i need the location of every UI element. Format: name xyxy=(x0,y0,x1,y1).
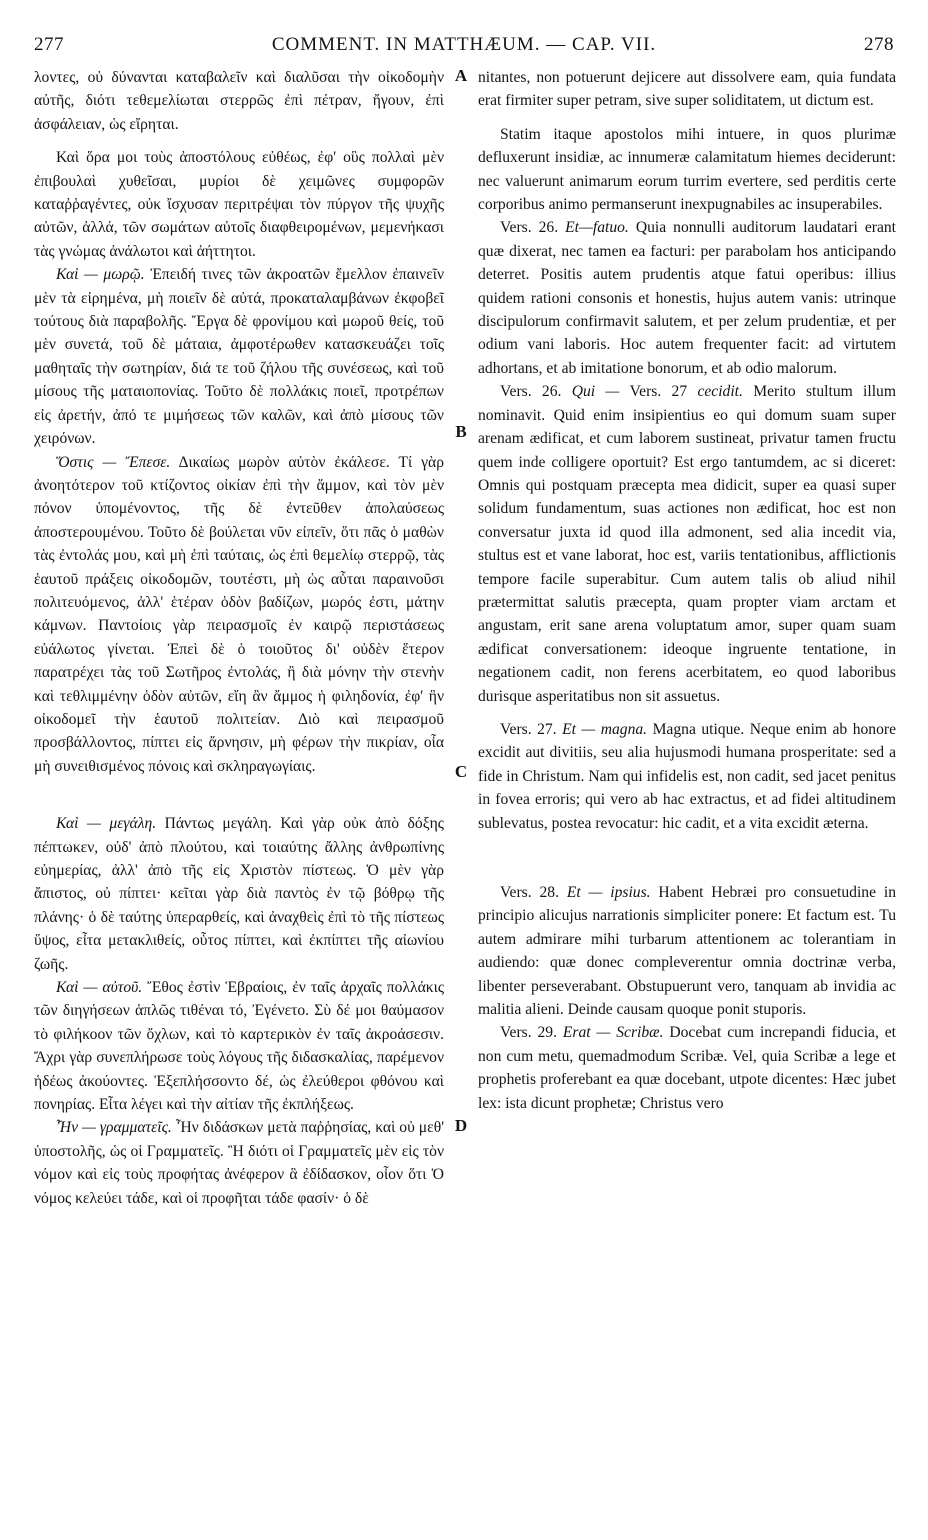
greek-paragraph-4 xyxy=(34,451,444,779)
latin-text-7: Docebat cum increpandi fiducia, et non cum metu, quemadmodum Scribæ. Vel, quia Scribæ a lege et prophetis proferebant ea quæ docebant, utpote dicentes: Hæc jubet lex: ista dicunt prophetæ; Christus vero xyxy=(478,1024,896,1112)
latin-verse-4b: Vers. 27 xyxy=(629,383,698,401)
latin-lemma-6: Et — ipsius. xyxy=(566,884,651,901)
greek-text-3: Ἐπειδή τινες τῶν ἀκροατῶν ἔμελλον ἐπαινεῖν μὲν τὰ εἰρημένα, μὴ ποιεῖν δὲ αὐτά, προκαταλαμβάνων ἐκφοβεῖ τούτους διὰ παραβολῆς. Ἔργα δὲ φρονίμου καὶ μωροῦ θείς, τοῦ μὲν συνετά, τοῦ δὲ μάταια, ἀμφοτέρωθεν κατασκευάζει τοῖς μαθηταῖς τὴν σωτηρίαν, διά τε τοῦ ζήλου τῆς συνέσεως, καὶ τοῦ μίσους τῆς ματαιοπονίας. Τοῦτο δὲ πολλάκις ποιεῖ, προτρέπων εἰς ἀρετήν, ἀπό τε μιμήσεως τῶν καλῶν, καὶ ἀπὸ μίσους τῶν χειρόνων. xyxy=(34,266,444,448)
greek-text-7: Ἦν διδάσκων μετὰ παῤῥησίας, καὶ οὐ μεθ' ὑποστολῆς, ὡς οἱ Γραμματεῖς. Ἢ διότι οἱ Γραμματεῖς μὲν εἰς τὸν νόμον καὶ εἰς τοὺς προφήτας ἀνέφερον ἃ ἐδίδασκον, οἷον ὅτι Ὁ νόμος κελεύει τάδε, καὶ οἱ προφῆται τάδε φασίν· ὁ δὲ xyxy=(34,1119,444,1207)
latin-text-3: Quia nonnulli auditorum laudatari erant quæ dixerat, nec tamen ea facturi: per parabolam hos anticipando deterret. Positis autem prudentis atque fatui operibus: illius quidem rationi consonis et honestis, hujus autem vanis: utrinque discipulorum confirmavit salutem, et per zelum prudentiæ, et per odium vani laboris. Hoc autem frequenter facit: ad virtutem adhortans, et ab imitatione bonorum, et ab odio malorum. xyxy=(478,219,896,377)
greek-lemma-6: Καὶ — αὐτοῦ. xyxy=(56,979,143,997)
latin-text-5: Magna utique. Neque enim ab honore excidit aut divitiis, seu alia hujusmodi humana prosperitate: sed a fide in Christum. Nam qui infidelis est, non cadit, sed jacet penitus in fovea erroris; qui vero ab hac extractus, et ad fidei altitudinem sublevatus, postea revocatur: hic cadit, et a vita excidit æterna. xyxy=(478,720,896,832)
latin-lemma-4b: cecidit. xyxy=(697,383,743,401)
greek-text-6: Ἔθος ἐστὶν Ἑβραίοις, ἐν ταῖς ἀρχαῖς πολλάκις τῶν διηγήσεων ἁπλῶς τιθέναι τό, Ἐγένετο. Σὺ δέ μοι θαύμασον τὸ φιλήκοον τῶν ὄχλων, καὶ τὸ καρτερικὸν ἐν ταῖς ἀκροάσεσιν. Ἄχρι γὰρ συνεπλήρωσε τοὺς λόγους τῆς διδασκαλίας, παρέμενον ἡδέως ἀκούοντες. Ἐξεπλήσσοντο δέ, ὡς ἐλεύθεροι φθόνου καὶ πονηρίας. Εἶτα λέγει καὶ τὴν αἰτίαν τῆς ἐκπλήξεως. xyxy=(34,979,444,1114)
greek-paragraph-2: Καὶ ὅρα μοι τοὺς ἀποστόλους εὐθέως, ἐφ' οὓς πολλαὶ μὲν ἐπιβουλαὶ χυθεῖσαι, μυρίοι δὲ χειμῶνες συμφορῶν καταῤῥαγέντες, οὐκ ἴσχυσαν περιτρέψαι τὸν πύργον τῆς ψυχῆς αὐτῶν, ἀλλά, τῶν σωμάτων αὐτοῖς διαφθειρομένων, μεμενήκασι τὰς γνώμας ἀνάλωτοι καὶ ἀήττητοι. xyxy=(34,149,444,260)
running-header xyxy=(34,34,894,60)
latin-paragraph-1: nitantes, non potuerunt dejicere aut dissolvere eam, quia fundata erat firmiter super petram, sive super soliditatem, ut dictum est. xyxy=(478,69,896,110)
latin-paragraph-5 xyxy=(478,718,896,835)
latin-verse-6: Vers. 28. xyxy=(500,884,567,901)
greek-text-4: Δικαίως μωρὸν αὐτὸν ἐκάλεσε. Τί γὰρ ἀνοητότερον τοῦ κτίζοντος οἰκίαν ἐπὶ τὴν ἄμμον, καὶ τὸν μὲν πόνον ὑπομένοντος, τῆς δὲ ἐντεῦθεν ἀπολαύσεως ἀποστερουμένου. Τοῦτο δὲ βούλεται νῦν εἰπεῖν, ὅτι πᾶς ὁ μαθὼν τὰς ἐντολάς μου, καὶ μὴ ἐπὶ ταύταις, ὡς ἐπὶ θεμελίῳ στερρῷ, τὰς ἑαυτοῦ πράξεις οἰκοδομῶν, τουτέστι, μὴ ὡς αὗται παραινοῦσι πολιτευόμενος, ἀλλ' ἑτέραν ὁδὸν βαδίζων, μωρός ἐστι, μάτην κάμνων. Παντοίοις γὰρ πειρασμοῖς ἐν καιρῷ περιστάσεως εὐάλωτος γίνεται. Ἐπεὶ δὲ ὁ τοιοῦτος δι' οὐδὲν ἕτερον παρατρέχει τὰς τοῦ Σωτῆρος ἐντολάς, ἢ διὰ μόνην τὴν στενὴν καὶ τεθλιμμένην ὁδὸν αὐτῶν, εἴη ἂν ἄμμος ἡ φιληδονία, ἐφ' ἣν οἰκοδομεῖ τὴν ἑαυτοῦ πολιτείαν. Διὸ καὶ πειρασμοῦ προσβάλλοντος, πίπτει εἰς ἄρνησιν, μὴ φέρων τὴν πικρίαν, οἷα μὴ συνειθισμένος πόνοις καὶ σκληραγωγίαις. xyxy=(34,453,444,775)
latin-text-6: Habent Hebræi pro consuetudine in principio alicujus narrationis simpliciter ponere: Et factum est. Tu autem admirare mihi turbarum attentionem ac tolerantiam in audiendo: quæ donec compleverentur omnia doctrinæ verba, libenter perseverabant. Obstupuerunt vero, tanquam ab invidia ac malitia alieni. Deinde causam quoque ponit stuporis. xyxy=(478,884,896,1019)
greek-lemma-5: Καὶ — μεγάλη. xyxy=(56,815,157,833)
margin-letter-d: D xyxy=(454,1116,468,1135)
greek-paragraph-6 xyxy=(34,976,444,1116)
greek-column xyxy=(34,66,444,1526)
latin-verse-4: Vers. 26. xyxy=(500,383,572,401)
running-title: COMMENT. IN MATTHÆUM. — CAP. VII. xyxy=(271,34,657,55)
latin-text-4: Merito stultum illum nominavit. Quid enim insipientius eo qui domum suam super arenam ædificat, et cum laborem sustineat, privatur tamen fructu quem inde colligere oportuit? Est ergo tantumdem, ac si diceret: Omnis qui postquam præcepta mea didicit, super ea quasi super solidum fundamentum, suas actiones non ædificat, hoc est non conversatur juxta id quod illa admonent, sed alia incedit via, stultus est et vane laborat, hoc est, variis tentationibus, afflictionis tempore facile superabitur. Cum autem talis ob aliud nihil prætermittat salutis præcepta, quam propter viam arctam et angustam, erit sane arena voluptatum amor, super quam suam ædificat conversationem: ideoque ingruente tentatione, in negationem cadit, non ferens acerbitatem, eo quod laboribus durisque asperitatibus non sit assuetus. xyxy=(478,383,896,705)
page-number-left: 277 xyxy=(34,34,64,55)
greek-text-5: Πάντως μεγάλη. Καὶ γὰρ οὐκ ἀπὸ δόξης πέπτωκεν, οὐδ' ἀπὸ πλούτου, καὶ τοιαύτης ἄλλης ἀνθρωπίνης εὐημερίας, ἀλλ' ἀπὸ τῆς εἰς Χριστὸν πίστεως. Ὁ μὲν γὰρ ἄπιστος, οὐ πίπτει· κεῖται γὰρ διὰ παντὸς ἐν τῷ βόθρῳ τῆς πλάνης· ὁ δὲ ταύτης ὑπεραρθείς, καὶ ἀναχθεὶς ἐπὶ τὸ τῆς πίστεως ὕψος, εἶτα μετακλιθείς, οὗτος πίπτει, καὶ ἐκπίπτει τῆς αἰωνίου ζωῆς. xyxy=(34,815,444,973)
margin-letter-a: A xyxy=(454,66,468,85)
latin-lemma-4: Qui — xyxy=(571,383,630,401)
greek-lemma-4: Ὅστις — Ἔπεσε. xyxy=(56,453,171,471)
greek-lemma-7: Ἦν — γραμματεῖς. xyxy=(56,1119,172,1137)
latin-verse-7: Vers. 29. xyxy=(500,1024,563,1042)
greek-lemma-3: Καὶ — μωρῷ. xyxy=(56,266,145,284)
greek-paragraph-1: λοντες, οὐ δύνανται καταβαλεῖν καὶ διαλῦσαι τὴν οἰκοδομὴν αὐτῆς, διότι τεθεμελίωται στερρῶς ἐπὶ πέτραν, ἤγουν, ἐπὶ ἀσφάλειαν, ὡς εἴρηται. xyxy=(34,69,444,133)
greek-paragraph-5 xyxy=(34,812,444,976)
margin-letter-b: B xyxy=(455,422,467,441)
latin-paragraph-3 xyxy=(478,216,896,380)
latin-lemma-3: Et—fatuo. xyxy=(565,219,629,237)
latin-column xyxy=(478,66,896,1526)
latin-verse-5: Vers. 27. xyxy=(500,720,563,738)
latin-verse-3: Vers. 26. xyxy=(500,219,566,237)
latin-lemma-7: Erat — Scribæ. xyxy=(562,1024,664,1042)
page-number-right: 278 xyxy=(864,34,894,55)
latin-paragraph-4 xyxy=(478,380,896,708)
latin-paragraph-6 xyxy=(478,881,896,1021)
latin-paragraph-2: Statim itaque apostolos mihi intuere, in quos plurimæ defluxerunt insidiæ, ac innumeræ calamitatum hiemes deciderunt: nec valuerunt animarum eorum turrim evertere, sed perditis certe corporibus animo permanserunt inexpugnabiles ac insuperabiles. xyxy=(478,125,896,214)
latin-paragraph-7 xyxy=(478,1021,896,1115)
margin-letter-c: C xyxy=(454,762,468,781)
greek-paragraph-3 xyxy=(34,263,444,450)
latin-lemma-5: Et — magna. xyxy=(562,720,648,738)
greek-paragraph-7 xyxy=(34,1116,444,1210)
